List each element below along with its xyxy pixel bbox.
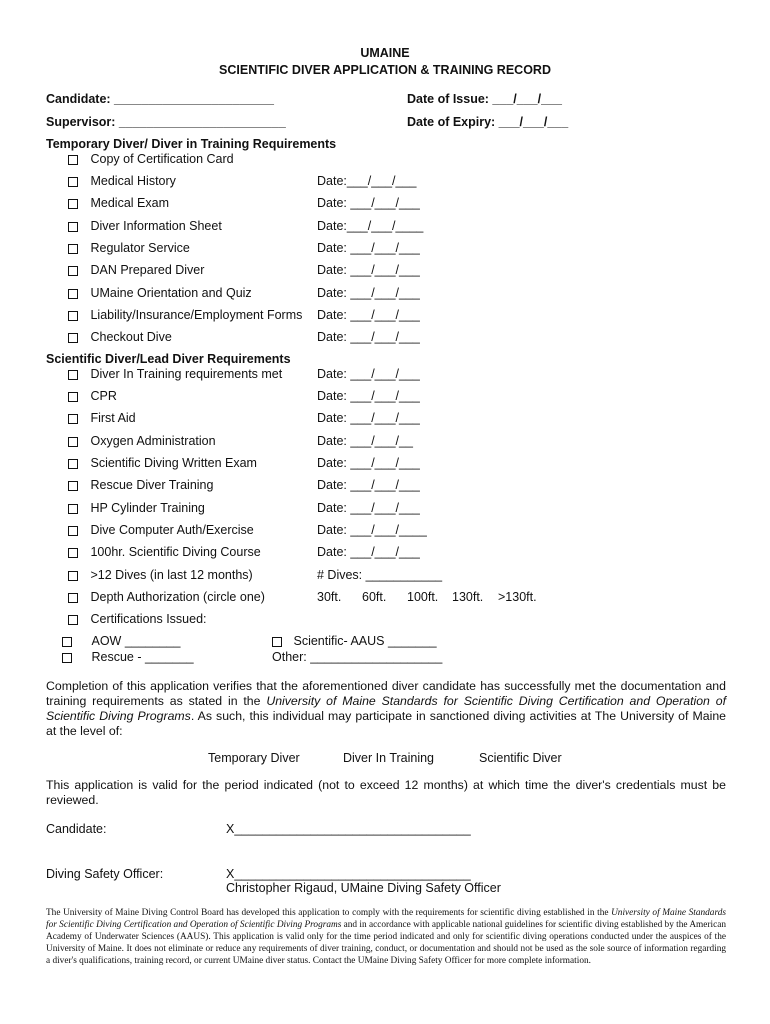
requirement-label: Checkout Dive bbox=[90, 330, 172, 344]
checkbox[interactable] bbox=[68, 504, 78, 514]
checkbox[interactable] bbox=[68, 459, 78, 469]
footer-standards-title: University of Maine Standards for Scientific Diving Certification and Operation of Scientific Diving Programs bbox=[46, 908, 726, 930]
requirement-row bbox=[68, 434, 216, 448]
checkbox[interactable] bbox=[68, 392, 78, 402]
requirement-row bbox=[68, 152, 234, 166]
checkbox[interactable] bbox=[68, 481, 78, 491]
depth-option[interactable]: 130ft. bbox=[452, 590, 484, 604]
requirement-row bbox=[68, 523, 254, 537]
requirement-row bbox=[68, 196, 169, 210]
requirement-label: Liability/Insurance/Employment Forms bbox=[90, 308, 303, 322]
requirement-label: HP Cylinder Training bbox=[90, 501, 205, 515]
standards-title: University of Maine Standards for Scientific Diving Certification and Operation of Scientific Diving Programs bbox=[46, 694, 726, 723]
completion-text-1: Completion of this application verifies that the aforementioned diver candidate has successfully met the documentation and training requirements as stated in the bbox=[46, 679, 726, 708]
checkbox[interactable] bbox=[68, 289, 78, 299]
requirement-row bbox=[68, 241, 190, 255]
requirement-row bbox=[68, 612, 207, 626]
dso-signature-label: Diving Safety Officer: bbox=[46, 867, 164, 881]
requirement-label: Rescue Diver Training bbox=[90, 478, 214, 492]
level-diver-in-training[interactable]: Diver In Training bbox=[343, 751, 435, 765]
requirement-row bbox=[68, 568, 253, 582]
checkbox[interactable] bbox=[68, 615, 78, 625]
depth-option[interactable]: 30ft. bbox=[317, 590, 342, 604]
certification-aow-field[interactable]: AOW ________ bbox=[91, 634, 181, 648]
requirement-label: Dive Computer Auth/Exercise bbox=[90, 523, 254, 537]
requirement-date-field[interactable]: Date: ___/___/___ bbox=[317, 501, 420, 515]
form-org-title: UMAINE bbox=[360, 46, 410, 60]
requirement-date-field[interactable]: Date: ___/___/___ bbox=[317, 330, 420, 344]
requirement-row bbox=[68, 545, 261, 559]
level-scientific-diver[interactable]: Scientific Diver bbox=[479, 751, 562, 765]
requirement-date-field[interactable]: Date: ___/___/___ bbox=[317, 308, 420, 322]
checkbox[interactable] bbox=[68, 437, 78, 447]
requirement-row bbox=[68, 501, 205, 515]
checkbox[interactable] bbox=[68, 333, 78, 343]
requirement-row bbox=[68, 174, 176, 188]
checkbox[interactable] bbox=[68, 244, 78, 254]
checkbox[interactable] bbox=[68, 548, 78, 558]
requirement-label: CPR bbox=[90, 389, 117, 403]
validity-statement: This application is valid for the period indicated (not to exceed 12 months) at which time the diver's credentials must be reviewed. bbox=[46, 778, 726, 807]
checkbox[interactable] bbox=[68, 311, 78, 321]
footer-text-1: The University of Maine Diving Control Board has developed this application to comply with the requirements for scientific diving established in the bbox=[46, 908, 612, 918]
footer-disclaimer bbox=[46, 907, 726, 967]
requirement-row bbox=[68, 219, 222, 233]
depth-option[interactable]: 60ft. bbox=[362, 590, 387, 604]
checkbox[interactable] bbox=[68, 222, 78, 232]
requirement-label: Copy of Certification Card bbox=[90, 152, 234, 166]
requirement-row bbox=[68, 330, 172, 344]
checkbox[interactable] bbox=[68, 370, 78, 380]
requirement-date-field[interactable]: Date: ___/___/___ bbox=[317, 263, 420, 277]
requirement-row bbox=[68, 367, 282, 381]
requirement-label: DAN Prepared Diver bbox=[90, 263, 205, 277]
checkbox[interactable] bbox=[62, 653, 72, 663]
checkbox[interactable] bbox=[68, 593, 78, 603]
depth-option[interactable]: 100ft. bbox=[407, 590, 439, 604]
requirement-row bbox=[68, 308, 302, 322]
requirement-label: Scientific Diving Written Exam bbox=[90, 456, 257, 470]
requirement-label: Depth Authorization (circle one) bbox=[90, 590, 265, 604]
requirement-label: First Aid bbox=[90, 411, 136, 425]
checkbox[interactable] bbox=[68, 155, 78, 165]
requirement-date-field[interactable]: Date: ___/___/___ bbox=[317, 286, 420, 300]
dso-signature-line[interactable]: X__________________________________ bbox=[226, 867, 471, 881]
requirement-label: Diver In Training requirements met bbox=[90, 367, 283, 381]
checkbox[interactable] bbox=[272, 637, 282, 647]
checkbox[interactable] bbox=[68, 571, 78, 581]
requirement-label: Medical History bbox=[90, 174, 176, 188]
checkbox[interactable] bbox=[68, 414, 78, 424]
requirement-row bbox=[68, 411, 136, 425]
date-of-issue-field[interactable]: Date of Issue: ___/___/___ bbox=[407, 92, 562, 106]
requirement-label: Regulator Service bbox=[90, 241, 190, 255]
dso-name: Christopher Rigaud, UMaine Diving Safety Officer bbox=[226, 881, 501, 895]
certification-scientific-field[interactable]: Scientific- AAUS _______ bbox=[293, 634, 437, 648]
requirement-label: >12 Dives (in last 12 months) bbox=[90, 568, 253, 582]
requirement-date-field[interactable]: Date: ___/___/___ bbox=[317, 196, 420, 210]
candidate-signature-label: Candidate: bbox=[46, 822, 107, 836]
requirement-label: 100hr. Scientific Diving Course bbox=[90, 545, 261, 559]
certification-row bbox=[62, 650, 194, 664]
form-title: SCIENTIFIC DIVER APPLICATION & TRAINING RECORD bbox=[219, 63, 551, 77]
checkbox[interactable] bbox=[68, 266, 78, 276]
completion-statement bbox=[46, 679, 726, 739]
date-of-expiry-field[interactable]: Date of Expiry: ___/___/___ bbox=[407, 115, 569, 129]
supervisor-field[interactable]: Supervisor: ________________________ bbox=[46, 115, 286, 129]
certification-row bbox=[272, 634, 437, 648]
scientific-requirements-heading: Scientific Diver/Lead Diver Requirements bbox=[46, 352, 291, 366]
requirement-row bbox=[68, 389, 117, 403]
footer-text-2: and in accordance with applicable national guidelines for scientific diving established by the American Academy of Underwater Sciences (AAUS). This application is valid only for the time period indicated and only for scientific diving operations conducted under the auspices of the University of Maine. It does not eliminate or reduce any requirements of diver training, conduct, or documentation and should not be used as the sole source of information regarding a diver's qualifications, training record, or current UMaine diver status. Contact the UMaine Diving Safety Officer for more complete information. bbox=[46, 920, 726, 966]
requirement-date-field[interactable]: Date: ___/___/___ bbox=[317, 411, 420, 425]
requirement-row bbox=[68, 590, 265, 604]
requirement-date-field[interactable]: Date:___/___/____ bbox=[317, 219, 424, 233]
requirement-date-field[interactable]: Date: ___/___/___ bbox=[317, 545, 420, 559]
requirement-date-field[interactable]: Date: ___/___/___ bbox=[317, 389, 420, 403]
certification-other-field[interactable]: Other: ___________________ bbox=[272, 650, 443, 664]
requirement-label: Certifications Issued: bbox=[90, 612, 207, 626]
candidate-signature-line[interactable]: X__________________________________ bbox=[226, 822, 471, 836]
requirement-date-field[interactable]: Date: ___/___/___ bbox=[317, 241, 420, 255]
requirement-date-field[interactable]: Date: ___/___/___ bbox=[317, 478, 420, 492]
requirement-row bbox=[68, 286, 252, 300]
requirement-row bbox=[68, 478, 213, 492]
requirement-date-field[interactable]: Date: ___/___/___ bbox=[317, 456, 420, 470]
requirement-label: Medical Exam bbox=[90, 196, 169, 210]
checkbox[interactable] bbox=[68, 526, 78, 536]
requirement-label: Diver Information Sheet bbox=[90, 219, 222, 233]
checkbox[interactable] bbox=[62, 637, 72, 647]
requirement-date-field[interactable]: Date: ___/___/___ bbox=[317, 367, 420, 381]
level-temporary-diver[interactable]: Temporary Diver bbox=[208, 751, 300, 765]
dives-count-field[interactable]: # Dives: ___________ bbox=[317, 568, 443, 582]
requirement-label: UMaine Orientation and Quiz bbox=[90, 286, 252, 300]
requirement-row bbox=[68, 456, 257, 470]
checkbox[interactable] bbox=[68, 199, 78, 209]
requirement-date-field[interactable]: Date: ___/___/____ bbox=[317, 523, 427, 537]
completion-text-2: . As such, this individual may participate in sanctioned diving activities at The University of Maine at the level of: bbox=[46, 709, 726, 738]
requirement-date-field[interactable]: Date:___/___/___ bbox=[317, 174, 417, 188]
depth-option[interactable]: >130ft. bbox=[498, 590, 537, 604]
requirement-date-field[interactable]: Date: ___/___/__ bbox=[317, 434, 413, 448]
temporary-requirements-heading: Temporary Diver/ Diver in Training Requirements bbox=[46, 137, 337, 151]
requirement-label: Oxygen Administration bbox=[90, 434, 216, 448]
requirement-row bbox=[68, 263, 204, 277]
checkbox[interactable] bbox=[68, 177, 78, 187]
certification-row bbox=[62, 634, 180, 648]
certification-rescue-field[interactable]: Rescue - _______ bbox=[91, 650, 194, 664]
candidate-field[interactable]: Candidate: _______________________ bbox=[46, 92, 274, 106]
